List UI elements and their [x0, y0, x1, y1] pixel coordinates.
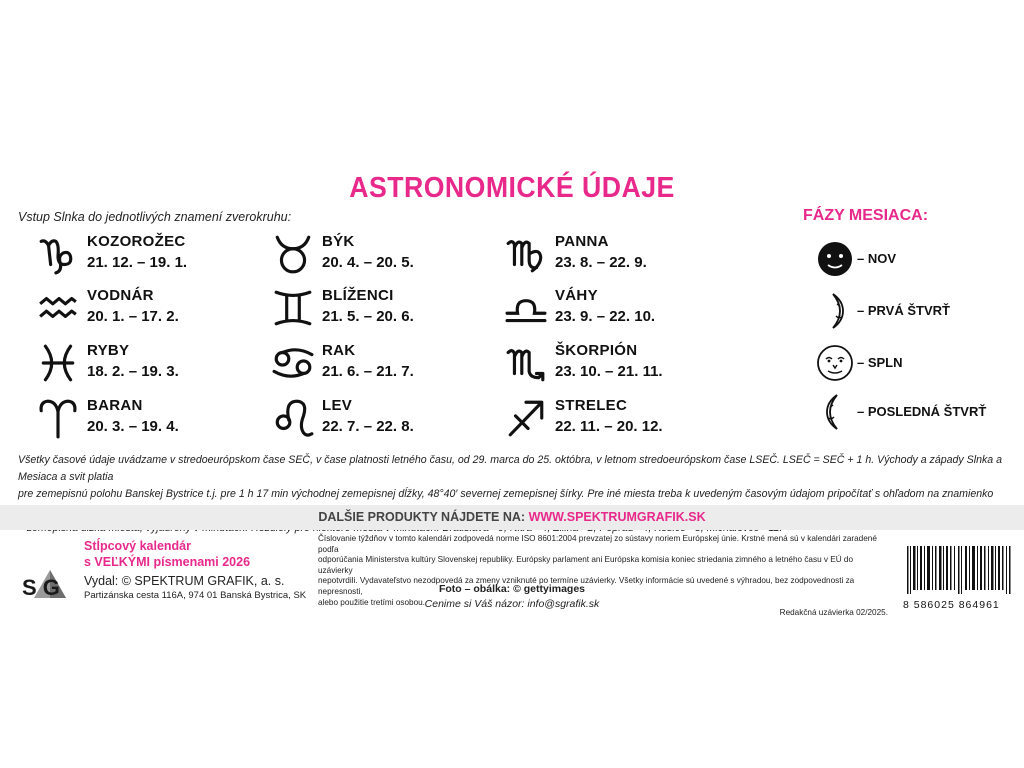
sign-range: 20. 3. – 19. 4.: [87, 418, 179, 435]
sign-range: 21. 6. – 21. 7.: [322, 363, 414, 380]
new-moon-icon: [815, 239, 855, 279]
leo-icon: [272, 397, 314, 439]
sign-range: 20. 1. – 17. 2.: [87, 308, 179, 325]
sign-name: BARAN: [87, 397, 143, 414]
website-link[interactable]: WWW.SPEKTRUMGRAFIK.SK: [528, 510, 706, 524]
first-quarter-moon-icon: [815, 291, 855, 331]
zodiac-sign-libra: [505, 287, 705, 333]
capricorn-icon: [37, 233, 79, 275]
phase-label: – PRVÁ ŠTVRŤ: [857, 303, 950, 318]
phase-first-quarter: [815, 291, 1015, 331]
sign-range: 22. 7. – 22. 8.: [322, 418, 414, 435]
sign-name: PANNA: [555, 233, 609, 250]
phase-label: – SPLN: [857, 355, 903, 370]
product-line: s VEĽKÝMI písmenami 2026: [84, 555, 251, 569]
aries-icon: [37, 397, 79, 439]
legal-deadline: Redakčná uzávierka 02/2025.: [779, 608, 888, 618]
legal-line: Číslovanie týždňov v tomto kalendári zodpovedá norme ISO 8601:2004 prevzatej zo sústavy noriem Európskej únie. Krstné mená sú v kalendári zaradené podľa: [318, 534, 877, 554]
sign-name: ŠKORPIÓN: [555, 342, 638, 359]
phase-new-moon: [815, 239, 1015, 279]
sign-range: 20. 4. – 20. 5.: [322, 254, 414, 271]
sign-range: 21. 5. – 20. 6.: [322, 308, 414, 325]
products-band-text: [0, 510, 1024, 524]
note-line: pre zemepisnú polohu Banskej Bystrice t.j. pre 1 h 17 min východnej zemepisnej dĺžky, 48°40′ severnej zemepisnej šírky. Pre iné miesta treba k uvedeným časovým údajom pripočítať s ohľadom na znamienko: [18, 488, 994, 500]
zodiac-sign-leo: [272, 397, 472, 443]
phase-last-quarter: [815, 392, 1015, 432]
last-quarter-moon-icon: [815, 392, 855, 432]
sagittarius-icon: [505, 397, 547, 439]
zodiac-sign-sagittarius: [505, 397, 705, 443]
publisher-address: Partizánska cesta 116A, 974 01 Banská Bystrica, SK: [84, 590, 307, 601]
cancer-icon: [272, 342, 314, 384]
product-line: Stĺpcový kalendár: [84, 539, 191, 553]
gemini-icon: [272, 287, 314, 329]
legal-line: alebo použitie tretími osobou.: [318, 597, 425, 607]
sign-name: RYBY: [87, 342, 130, 359]
sign-name: LEV: [322, 397, 353, 414]
zodiac-sign-gemini: [272, 287, 472, 333]
libra-icon: [505, 287, 547, 329]
photo-credit: Foto – obálka: © gettyimages: [438, 583, 585, 595]
legal-line: odporúčania Ministerstva kultúry Slovenskej republiky. Európsky parlament ani Európska komisia koniec striedania zimného a letného času v EÚ do uzávierky: [318, 555, 854, 575]
logo-text: S G: [22, 575, 60, 600]
zodiac-sign-pisces: [37, 342, 237, 388]
sign-range: 18. 2. – 19. 3.: [87, 363, 179, 380]
sign-range: 23. 8. – 22. 9.: [555, 254, 647, 271]
feedback-contact: Cenime si Váš názor: info@sgrafik.sk: [424, 598, 600, 610]
virgo-icon: [505, 233, 547, 275]
taurus-icon: [272, 233, 314, 275]
sign-name: BLÍŽENCI: [322, 287, 394, 304]
zodiac-sign-aquarius: [37, 287, 237, 333]
zodiac-sign-virgo: [505, 233, 705, 279]
page-title: ASTRONOMICKÉ ÚDAJE: [349, 172, 675, 204]
sign-name: VÁHY: [555, 287, 598, 304]
phase-full-moon: [815, 343, 1015, 383]
publisher-name: Vydal: © SPEKTRUM GRAFIK, a. s.: [84, 574, 285, 588]
sign-range: 21. 12. – 19. 1.: [87, 254, 188, 271]
phase-label: – POSLEDNÁ ŠTVRŤ: [857, 404, 987, 419]
barcode-number: 8 586025 864961: [903, 599, 1000, 611]
phase-label: – NOV: [857, 251, 897, 266]
sign-range: 22. 11. – 20. 12.: [555, 418, 663, 435]
sign-name: BÝK: [322, 233, 355, 250]
scorpio-icon: [505, 342, 547, 384]
sign-name: RAK: [322, 342, 356, 359]
zodiac-sign-taurus: [272, 233, 472, 279]
products-band-label: DALŠIE PRODUKTY NÁJDETE NA:: [318, 510, 529, 524]
pisces-icon: [37, 342, 79, 384]
sign-name: VODNÁR: [87, 287, 154, 304]
barcode-icon: [905, 546, 1015, 594]
zodiac-sign-scorpio: [505, 342, 705, 388]
zodiac-sign-capricorn: [37, 233, 237, 279]
product-name: [84, 538, 250, 570]
sign-range: 23. 10. – 21. 11.: [555, 363, 663, 380]
moon-phases-title: FÁZY MESIACA:: [803, 207, 929, 224]
full-moon-icon: [815, 343, 855, 383]
zodiac-intro: Vstup Slnka do jednotlivých znamení zverokruhu:: [18, 210, 292, 224]
sign-range: 23. 9. – 22. 10.: [555, 308, 656, 325]
aquarius-icon: [37, 287, 79, 329]
legal-line: nepotvrdili. Vydavateľstvo nezodpovedá za zmeny vzniknuté po termíne uzávierky. Všetky informácie sú uvedené s výhradou, bez zodpovednosti za nepresnosti,: [318, 576, 855, 596]
sign-name: STRELEC: [555, 397, 628, 414]
zodiac-sign-aries: [37, 397, 237, 443]
zodiac-sign-cancer: [272, 342, 472, 388]
sign-name: KOZOROŽEC: [87, 233, 186, 250]
note-line: Všetky časové údaje uvádzame v stredoeurópskom čase SEČ, v čase platnosti letného času, od 29. marca do 25. októbra, v letnom stredoeurópskom čase LSEČ. LSEČ = SEČ + 1 h. Východy a západy Slnka a Mesiaca a svit platia: [18, 454, 1002, 483]
